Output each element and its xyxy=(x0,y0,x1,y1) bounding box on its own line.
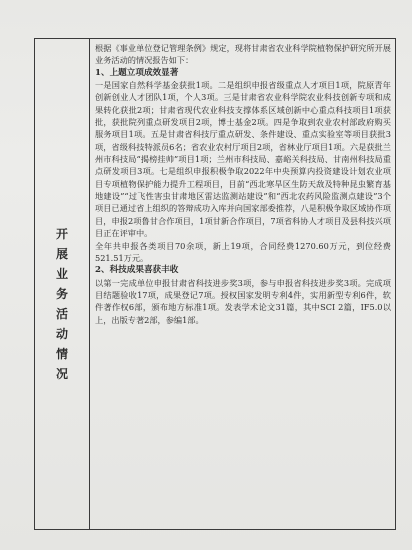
heading-achievements: 2、科技成果喜获丰收 xyxy=(95,265,179,276)
report-table xyxy=(34,38,396,530)
funding-paragraph: 全年共申报各类项目70余项，新上19项，合同经费1270.60万元，到位经费521.51万元。 xyxy=(95,240,391,263)
report-content xyxy=(95,42,391,326)
projects-paragraph: 一是国家自然科学基金获批1项。二是组织申报省级重点人才项目1项，院原青年创新创业人才团队1项，个人3项。三是甘肃省农业科学院农业科技创新专项和成果转化获批2项；甘肃省现代农业科技支撑体系区域创新中心重点科技项目1项获批，获批院列重点研发项目2项，博士基金2项。四是争取到农业农村部政府购买服务项目1项。五是甘肃省科技厅重点研发、条件建设、重点实验室等项目获批3项，省级科技特派员6名；省农业农村厅项目2项，省林业厅项目1项。六是获批兰州市科技局“揭榜挂帅”项目1项；兰州市科技局、嘉峪关科技局、甘南州科技局重点研发项目3项。七是组织申报积极争取2022年中央预算内投资建设计划农业项目专项植物保护能力提升工程项目，目前“西北寒旱区生防天敌及特种昆虫繁育基地建设”“过飞性害虫甘肃地区雷达监测站建设”和“西北农药风险监测点建设”3个项目已通过省上组织的答辩成功入库并向国家部委推荐，八是积极争取区域协作项目，申报2项鲁甘合作项目，1项甘新合作项目，7项省科协人才项目及县科技兴项目正在评审中。 xyxy=(95,80,391,239)
section-label xyxy=(53,224,71,384)
achievements-paragraph: 以第一完成单位申报甘肃省科技进步奖3项，参与申报省科技进步奖3项。完成项目结题验收17项，成果登记7项。授权国家发明专利4件，实用新型专利6件，软件著作权6部，颁布地方标准1项。发表学术论文31篇，其中SCI 2篇，IF5.0以上，出版专著2部，参编1部。 xyxy=(95,277,391,325)
intro-paragraph: 根据《事业单位登记管理条例》规定，现将甘肃省农业科学院植物保护研究所开展业务活动的情况报告如下： xyxy=(95,43,391,66)
heading-projects: 1、上题立项成效显著 xyxy=(95,67,179,78)
section-label-char: 展 xyxy=(55,247,68,261)
section-label-char: 动 xyxy=(55,327,68,341)
section-label-char: 况 xyxy=(55,367,68,381)
section-label-char: 情 xyxy=(55,347,68,361)
section-label-char: 开 xyxy=(55,227,68,241)
section-label-char: 活 xyxy=(55,307,68,321)
section-label-char: 业 xyxy=(55,267,68,281)
section-label-cell xyxy=(35,39,90,529)
section-label-char: 务 xyxy=(55,287,68,301)
